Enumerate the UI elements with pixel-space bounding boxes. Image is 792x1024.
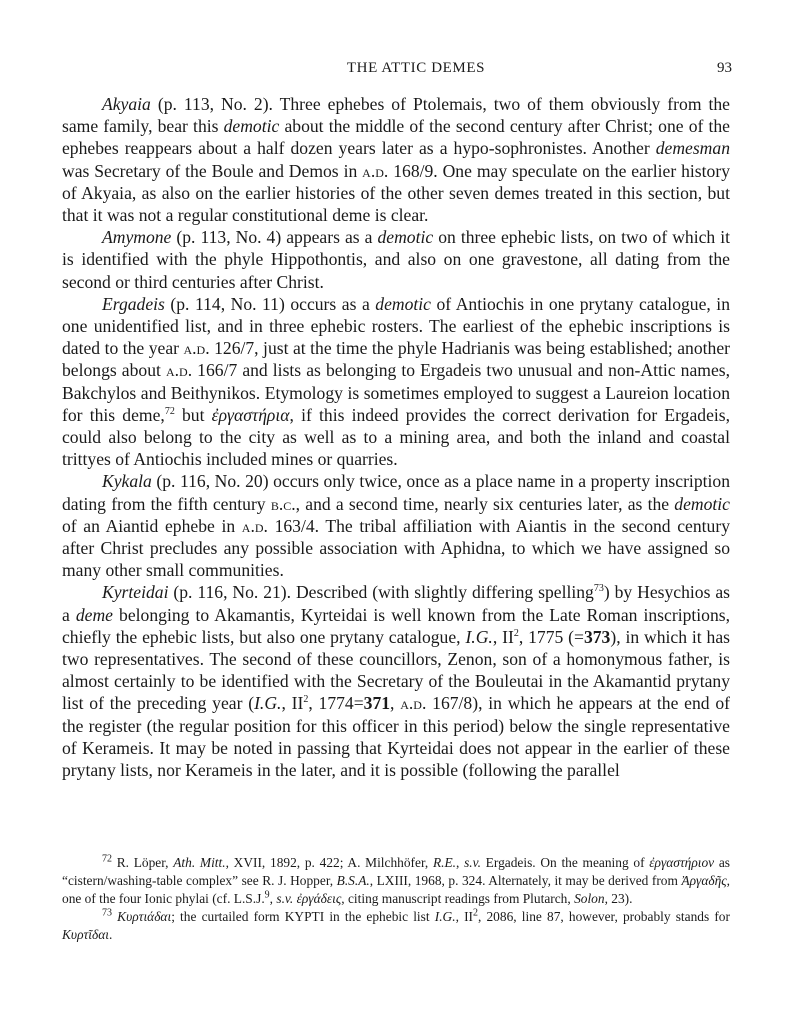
text-run: 126/7, just at the time the phyle Hadrianis was being established; another belongs about [62, 338, 730, 381]
footnote-ref-72[interactable]: 72 [164, 405, 175, 417]
emphasis: deme [75, 604, 113, 625]
era-abbrev: a.d. [362, 160, 389, 181]
footnote-ref-73[interactable]: 73 [593, 583, 604, 595]
citation-title: Ath. Mitt. [173, 855, 226, 870]
citation-title: R.E. [432, 855, 457, 870]
text-run: , II [455, 909, 473, 924]
text-run: , citing manuscript readings from Plutarch, [341, 891, 575, 906]
emphasis: demesman [655, 138, 730, 159]
footnote-72 [62, 854, 730, 908]
text-run: , and a second time, nearly six centuries later, as the [295, 493, 675, 514]
text-run: but [174, 404, 212, 425]
era-abbrev: b.c. [270, 493, 296, 514]
text-run: on three ephebic lists, on two of which it is identified with the phyle Hippothontis, and also on one gravestone, all dating from the second or third centuries after Christ. [62, 227, 730, 292]
text-run: . [109, 927, 113, 942]
citation-abbrev: I.G. [434, 909, 456, 924]
inscription-number: 373 [583, 626, 611, 647]
inscription-number: 371 [363, 693, 391, 714]
text-run: of Antiochis in one prytany catalogue, in one unidentified list, and in three ephebic rosters. The earliest of the ephebic inscriptions is dated to the year [62, 293, 730, 359]
text-run: , [456, 855, 465, 870]
page-header [100, 60, 732, 82]
text-run: 163/4. The tribal affiliation with Aiantis in the second century after Christ precludes any possible association with Aphidna, to which we have assigned so many other small communities. [62, 515, 730, 581]
greek-word: ἐργαστήριον [649, 855, 715, 870]
footnote-number: 73 [102, 907, 112, 919]
paragraph-ergadeis [62, 293, 730, 471]
text-run: , II [281, 693, 304, 714]
edition-superscript: 2 [513, 628, 519, 640]
text-run: (p. 113, No. 2). Three ephebes of Ptolemais, two of them obviously from the same family, bear this [62, 94, 730, 137]
footnote-number: 72 [102, 853, 112, 865]
text-run: , XVII, 1892, p. 422; A. Milchhöfer, [225, 855, 433, 870]
citation-abbrev: I.G. [465, 626, 493, 647]
page-number: 93 [717, 60, 732, 76]
deme-name-term: Kykala [102, 471, 152, 492]
text-run: 166/7 and lists as belonging to Ergadeis two unusual and non-Attic names, Bakchylos and Beithynikos. Etymology is sometimes employed to suggest a Laureion location for this deme, [62, 360, 731, 425]
era-abbrev: a.d. [241, 515, 268, 536]
text-run: , II [492, 626, 514, 647]
footnote-73 [62, 908, 730, 944]
citation-abbrev: I.G. [254, 693, 282, 714]
paragraph-akyaia [62, 93, 730, 226]
edition-superscript: 2 [303, 694, 309, 706]
text-run: as “cistern/washing-table complex” see R. J. Hopper, [62, 855, 730, 888]
emphasis: demotic [223, 116, 280, 137]
text-run: , one of the four Ionic phylai (cf. L.S.J. [62, 873, 731, 906]
deme-name-term: Kyrteidai [102, 582, 169, 603]
greek-word: Ἀργαδῆς [681, 873, 727, 888]
text-run: about the middle of the second century after Christ; one of the ephebes reappears about a half dozen years later as a hypo-sophronistes. Another [62, 116, 730, 159]
emphasis: demotic [375, 293, 431, 314]
deme-name-term: Ergadeis [102, 293, 165, 314]
citation-abbrev: s.v. [276, 891, 294, 906]
edition-superscript: 2 [472, 907, 478, 919]
deme-name-term: Akyaia [102, 94, 151, 114]
era-abbrev: a.d. [400, 693, 427, 714]
text-run: , 1774= [308, 693, 364, 714]
text-run: , [390, 693, 401, 714]
text-run: Ergadeis. On the meaning of [480, 855, 650, 870]
edition-superscript: 9 [264, 889, 270, 901]
footnotes [62, 854, 730, 944]
text-run: was Secretary of the Boule and Demos in [62, 160, 363, 181]
greek-word: Κυρτιάδαι [117, 909, 172, 924]
text-run: (p. 116, No. 20) occurs only twice, once as a place name in a property inscription dating from the fifth century [62, 471, 730, 514]
text-run: ; the curtailed form KYPTI in the ephebic list [171, 909, 435, 924]
emphasis: demotic [377, 227, 434, 248]
era-abbrev: a.d. [183, 338, 210, 359]
paragraph-kyrteidai [62, 581, 730, 781]
text-run: , 2086, line 87, however, probably stands for [477, 909, 730, 924]
greek-word: ἐργάδεις [296, 891, 342, 906]
text-run: ), in which it has two representatives. The second of these councillors, Zenon, son of a homonymous father, is almost certainly to be identified with the Secretary of the Bouleutai in the Akamantid prytany list of the preceding year ( [62, 626, 731, 714]
running-title: THE ATTIC DEMES [346, 60, 486, 76]
text-run: , LXIII, 1968, p. 324. Alternately, it may be derived from [369, 873, 682, 888]
text-run: (p. 114, No. 11) occurs as a [164, 293, 376, 314]
text-run: R. Löper, [112, 855, 174, 870]
paragraph-amymone [62, 226, 730, 293]
emphasis: demotic [674, 493, 730, 514]
body-text [62, 93, 730, 781]
text-run: , [269, 891, 277, 906]
text-run: 168/9. One may speculate on the earlier history of Akyaia, as also on the earlier histories of the other seven demes treated in this section, but that it was not a regular constitutional deme is clear. [62, 160, 730, 226]
greek-word: Κυρτῖδαι [62, 927, 109, 942]
deme-name-term: Amymone [102, 227, 172, 248]
citation-abbrev: s.v. [464, 855, 481, 870]
text-run: of an Aiantid ephebe in [62, 515, 242, 536]
text-run: 167/8), in which he appears at the end of the register (the regular position for this officer in this period) below the single representative of Kerameis. It may be noted in passing that Kyrteidai does not appear in the earlier of these prytany lists, nor Kerameis in the later, and it is possible (following the parallel [62, 693, 731, 781]
text-run: belonging to Akamantis, Kyrteidai is well known from the Late Roman inscriptions, chiefly the ephebic lists, but also one prytany catalogue, [62, 604, 730, 647]
text-run: (p. 113, No. 4) appears as a [171, 227, 378, 248]
text-run: , if this indeed provides the correct derivation for Ergadeis, could also belong to the city as well as to a mining area, and both the inland and coastal trittyes of Antiochis included mines or quarries. [62, 404, 731, 470]
text-run: , 23). [604, 891, 633, 906]
text-run: ) by Hesychios as a [62, 582, 730, 625]
paragraph-kykala [62, 470, 730, 581]
citation-title: B.S.A. [336, 873, 370, 888]
citation-title: Solon [574, 891, 605, 906]
text-run: (p. 116, No. 21). Described (with slightly differing spelling [168, 582, 594, 603]
era-abbrev: a.d. [165, 360, 193, 381]
greek-word: ἐργαστήρια [211, 404, 290, 425]
text-run: , 1775 (= [518, 626, 584, 647]
